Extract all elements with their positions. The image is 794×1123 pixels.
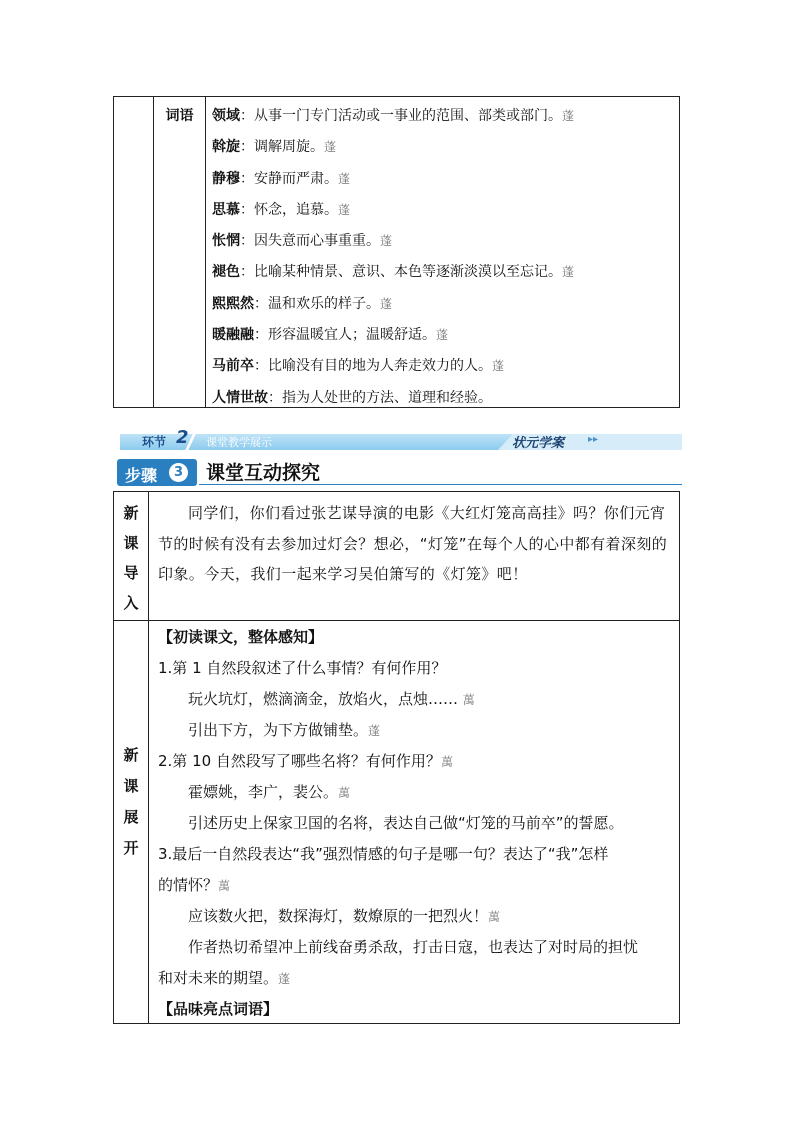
mark-glyph: 蓬	[338, 202, 351, 217]
vocab-entry	[212, 132, 673, 163]
vocab-term: 领域	[212, 108, 240, 124]
vocab-term: 暖融融	[212, 327, 254, 344]
mark-glyph: 蓬	[324, 140, 337, 155]
line-text: 玩火坑灯，燃滴滴金，放焰火，点烛……	[188, 690, 463, 708]
lesson-line	[158, 746, 678, 777]
step-number: 3	[169, 463, 188, 482]
line-text: 霍嫖姚，李广，裴公。	[188, 783, 339, 801]
line-text: 的情怀？	[158, 876, 219, 894]
lesson-line	[158, 684, 678, 715]
lesson-line	[158, 715, 678, 746]
subsection-heading	[158, 622, 678, 653]
mark-glyph: 蓬	[278, 972, 291, 986]
lesson-line	[158, 932, 678, 963]
vocab-term: 马前卒	[212, 358, 254, 375]
vocab-definition: ：比喻没有目的地为人奔走效力的人。	[254, 358, 492, 375]
vocab-definition: ：怀念，追慕。	[240, 201, 338, 218]
mark-glyph: 萬	[462, 693, 475, 707]
vocab-term: 静穆	[212, 170, 240, 187]
line-text: 和对未来的期望。	[158, 969, 279, 987]
lesson-body	[158, 622, 678, 1025]
vocab-definition: ：形容温暖宜人；温暖舒适。	[254, 327, 436, 344]
lesson-line	[158, 870, 678, 901]
section-header-bar	[120, 427, 682, 451]
section-title: 课堂教学展示	[206, 436, 272, 449]
vocab-definition: ：比喻某种情景、意识、本色等逐渐淡漠以至忘记。	[240, 264, 562, 281]
label-char: 展	[123, 808, 139, 826]
intro-text: 同学们，你们看过张艺谋导演的电影《大红灯笼高高挂》吗？你们元宵节的时候有没有去参加过灯会？想必，“灯笼”在每个人的心中都有着深刻的印象。今天，我们一起来学习吴伯箫写的《灯笼》吧！	[158, 504, 668, 583]
vocab-entry	[212, 226, 673, 257]
mark-glyph: 萬	[218, 879, 231, 893]
lesson-table	[113, 491, 680, 1024]
stage-number: 2	[176, 427, 189, 448]
vocab-entry	[212, 195, 673, 226]
label-char: 新	[123, 504, 139, 522]
mark-glyph: 萬	[338, 786, 351, 800]
line-text: 引述历史上保家卫国的名将，表达自己做“灯笼的马前卒”的誓愿。	[188, 814, 624, 832]
label-char: 新	[123, 746, 139, 764]
vocab-entry	[212, 101, 673, 132]
vocab-table	[113, 96, 680, 408]
mark-glyph: 萬	[488, 910, 501, 924]
label-char: 课	[123, 534, 139, 552]
vocab-header: 词语	[165, 108, 194, 124]
mark-glyph: 蓬	[368, 724, 381, 738]
line-text: 【品味亮点词语】	[158, 1000, 279, 1018]
vocab-header-cell	[154, 97, 206, 407]
step-underline	[199, 484, 682, 485]
vocab-entry	[212, 164, 673, 195]
row-divider	[114, 620, 679, 621]
double-arrow-icon: ▸▸	[588, 434, 599, 445]
vocab-term: 熙熙然	[212, 295, 254, 312]
mark-glyph: 蓬	[562, 109, 575, 123]
line-text: 【初读课文，整体感知】	[158, 628, 324, 646]
intro-label	[114, 498, 148, 618]
vocab-entry	[212, 351, 673, 382]
lesson-line	[158, 777, 678, 808]
vocab-definition: ：指为人处世的方法、道理和经验。	[268, 389, 492, 406]
lesson-line	[158, 963, 678, 994]
vocab-entry	[212, 289, 673, 320]
stage-label: 环节	[142, 435, 167, 449]
line-text: 引出下方，为下方做铺垫。	[188, 721, 369, 739]
column-divider	[148, 492, 149, 1023]
line-text: 作者热切希望冲上前线奋勇杀敌，打击日寇，也表达了对时局的担忧	[188, 938, 639, 956]
vocab-entry	[212, 257, 673, 288]
mark-glyph: 蓬	[492, 359, 505, 374]
vocab-entry	[212, 320, 673, 351]
label-char: 课	[123, 777, 139, 795]
label-char: 开	[123, 839, 139, 857]
brand-name: 状元学案	[512, 436, 565, 451]
step-title: 课堂互动探究	[206, 462, 321, 484]
vocab-term: 思慕	[212, 201, 240, 218]
mark-glyph: 萬	[440, 755, 453, 769]
vocab-definition: ：调解周旋。	[240, 139, 324, 156]
subsection-heading	[158, 994, 678, 1025]
label-char: 导	[123, 564, 139, 582]
vocab-definition: ：温和欢乐的样子。	[254, 295, 380, 312]
line-text: 应该数火把，数探海灯，数燎原的一把烈火！	[188, 907, 489, 925]
vocab-definition: ：从事一门专门活动或一事业的范围、部类或部门。	[240, 108, 562, 124]
vocab-blank-column	[114, 97, 154, 407]
lesson-line	[158, 653, 678, 684]
line-text: 1.第 1 自然段叙述了什么事情？有何作用？	[158, 659, 447, 677]
label-char: 入	[123, 594, 139, 612]
mark-glyph: 蓬	[436, 328, 449, 343]
lesson-line	[158, 839, 678, 870]
vocab-term: 斡旋	[212, 139, 240, 156]
lesson-line	[158, 808, 678, 839]
lesson-line	[158, 901, 678, 932]
mark-glyph: 蓬	[380, 296, 393, 311]
mark-glyph: 蓬	[562, 265, 575, 280]
vocab-term: 褪色	[212, 264, 240, 281]
vocab-term: 人情世故	[212, 389, 268, 406]
vocab-definition: ：因失意而心事重重。	[240, 233, 380, 250]
step-label: 步骤	[125, 466, 158, 485]
vocab-term: 怅惘	[212, 233, 240, 250]
vocab-definition: ：安静而严肃。	[240, 170, 338, 187]
vocab-list	[212, 101, 673, 414]
line-text: 3.最后一自然段表达“我”强烈情感的句子是哪一句？表达了“我”怎样	[158, 845, 609, 863]
mark-glyph: 蓬	[380, 234, 393, 249]
vocab-entry	[212, 383, 673, 414]
body-label	[114, 740, 148, 864]
step-badge	[117, 459, 197, 486]
mark-glyph: 蓬	[338, 171, 351, 186]
line-text: 2.第 10 自然段写了哪些名将？有何作用？	[158, 752, 441, 770]
